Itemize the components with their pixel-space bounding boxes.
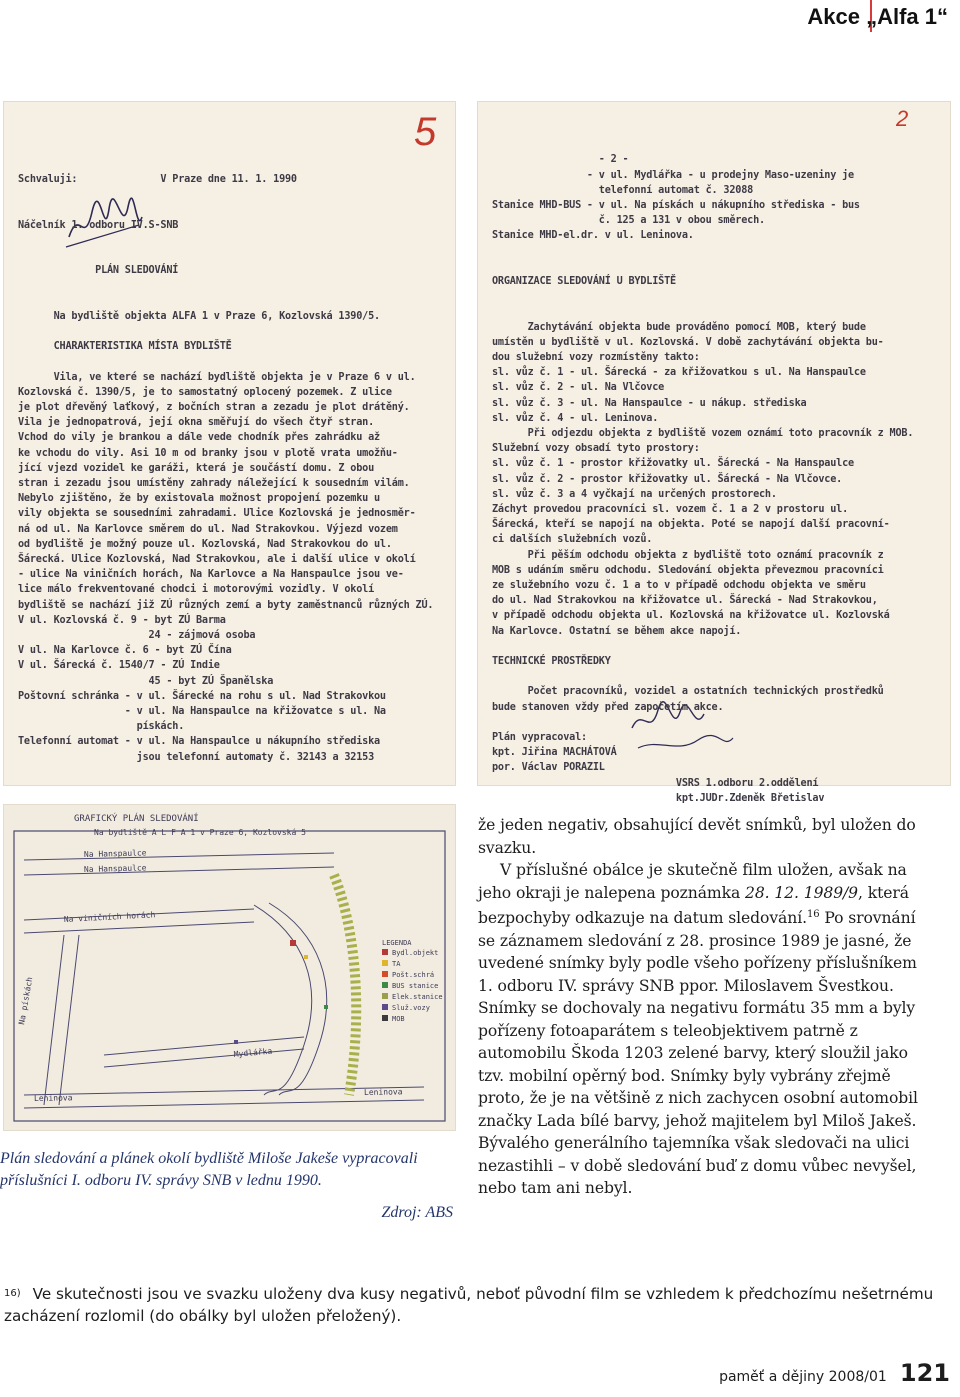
page-number: 121 — [899, 1359, 950, 1387]
document-line: vily objekta se sousedními zahradami. Ulice Kozlovská je jednosměr- — [18, 508, 416, 520]
document-line: Kozlovská č. 1390/5, je to samostatný oplocený pozemek. Z ulice — [18, 386, 392, 398]
document-line: Stanice MHD-el.dr. v ul. Leninova. — [492, 230, 694, 242]
document-line: MOB s udáním směru odchodu. Sledování objekta převezmou pracovníci — [492, 564, 884, 576]
document-line: Záchyt provedou pracovníci sl. vozem č. 1 a 2 v prostoru ul. — [492, 504, 849, 515]
street-labels — [17, 848, 403, 1103]
legend-title: LEGENDA — [382, 939, 412, 947]
document-line: 24 - zájmová osoba — [18, 630, 256, 641]
document-line: - ulice Na viničních horách, Na Karlovce a Na Hanspaulce jsou ve- — [18, 569, 404, 581]
legend-label: Elek.stanice — [392, 993, 443, 1001]
document-line: sl. vůz č. 3 a 4 vyčkají na určených prostorech. — [492, 488, 777, 500]
document-line: bude stanoven vždy před započetím akce. — [492, 701, 724, 713]
document-line: lice málo frekventované chodci i motorovými vozidly. V okolí — [18, 584, 375, 596]
figure-caption — [0, 1148, 455, 1224]
document-line: sl. vůz č. 2 - prostor křižovatky ul. Šárecká - Na Vlčovce. — [492, 473, 843, 485]
street-label: Na Hanspaulce — [83, 848, 147, 859]
document-line: dou služební vozy rozmístěny takto: — [492, 352, 700, 363]
document-line: VSRS 1.odboru 2.oddělení — [492, 777, 819, 789]
document-line: Na Karlovce. Ostatní se během akce napojí. — [492, 625, 742, 637]
handwritten-page-number: 5 — [414, 110, 437, 154]
document-line: sl. vůz č. 3 - ul. Na Hanspaulce - u nákup. střediska — [492, 397, 807, 409]
map-legend — [382, 939, 443, 1023]
document-line: ci dalších služebních vozů. — [492, 534, 653, 546]
document-line: Při pěším odchodu objekta z bydliště toto oznámí pracovník z — [492, 549, 884, 561]
legend-swatch — [382, 1015, 388, 1021]
surveillance-plan-page-1 — [4, 102, 455, 785]
document-line: ze služebního vozu č. 1 a to v případě odchodu objekta ve směru — [492, 580, 866, 591]
document-line: do ul. Nad Strakovkou na křižovatce ul. Šárecká - Nad Strakovkou, — [492, 595, 878, 607]
footnote-mark: 16) — [4, 1288, 21, 1299]
legend-label: BUS stanice — [392, 982, 439, 990]
document-line: sl. vůz č. 4 - ul. Leninova. — [492, 412, 659, 424]
document-line: CHARAKTERISTIKA MÍSTA BYDLIŠTĚ — [18, 341, 232, 353]
footnote-ref: 16 — [806, 909, 820, 920]
document-line: por. Václav PORAZIL — [492, 762, 605, 774]
document-line: - 2 - — [492, 154, 629, 166]
running-header: Akce „Alfa 1“ — [807, 4, 948, 29]
legend-swatch — [382, 949, 388, 955]
document-line: Schvaluji: V Praze dne 11. 1. 1990 — [18, 174, 297, 185]
page-footer — [719, 1359, 950, 1387]
document-line: č. 125 a 131 v obou směrech. — [492, 215, 765, 227]
document-line: Stanice MHD-BUS - v ul. Na pískách u nákupního střediska - bus — [492, 200, 860, 211]
legend-label: MOB — [392, 1015, 405, 1023]
legend-swatch — [382, 993, 388, 999]
street-label: Na viničních horách — [63, 910, 156, 924]
document-line: Vchod do vily je brankou a dále vede chodník přes zahrádku až — [18, 432, 380, 444]
document-line: jsou telefonní automaty č. 32143 a 32153 — [18, 751, 375, 763]
document-line: jící vjezd vozidel ke garáži, která je součástí domu. Z obou — [18, 462, 375, 474]
paragraph: že jeden negativ, obsahující devět snímků, byl uložen do svazku. — [478, 816, 916, 857]
surveillance-map — [4, 805, 455, 1130]
document-line: sl. vůz č. 1 - ul. Šárecká - za křižovatkou s ul. Na Hanspaulce — [492, 367, 866, 379]
document-line: Na bydliště objekta ALFA 1 v Praze 6, Kozlovská 1390/5. — [18, 310, 380, 322]
street-label: Mydlářka — [233, 1046, 273, 1059]
map-subtitle: Na bydliště A L F A 1 v Praze 6, Kozlovská 5 — [94, 828, 306, 837]
handwritten-mark: 2 — [896, 106, 909, 131]
document-line: Vila, ve které se nachází bydliště objekta je v Praze 6 v ul. — [18, 371, 416, 383]
document-line: Nebylo zjištěno, že by existovala možnost propojení pozemku u — [18, 493, 380, 505]
document-line: PLÁN SLEDOVÁNÍ — [18, 265, 179, 277]
caption-text: Plán sledování a plánek okolí bydliště Miloše Jakeše vypracovali příslušníci I. odboru IV. správy SNB v lednu 1990. — [0, 1150, 418, 1189]
document-line: Poštovní schránka - v ul. Šárecké na rohu s ul. Nad Strakovkou — [18, 690, 386, 702]
date-note: 28. 12. 1989/9 — [745, 883, 859, 902]
street-label: Leninova — [33, 1093, 73, 1103]
document-line: V ul. Šárecká č. 1540/7 - ZÚ Indie — [18, 660, 220, 672]
caption-source: Zdroj: ABS — [381, 1204, 453, 1221]
legend-label: TA — [392, 960, 401, 968]
document-line: Telefonní automat - v ul. Na Hanspaulce u nákupního střediska — [18, 736, 380, 748]
document-line: telefonní automat č. 32088 — [492, 184, 754, 196]
document-line: v případě odchodu objekta ul. Kozlovská na křižovatce ul. Kozlovská — [492, 610, 890, 622]
footnote — [4, 1283, 944, 1327]
document-line: Počet pracovníků, vozidel a ostatních technických prostředků — [492, 686, 884, 698]
document-line: pískách. — [18, 721, 185, 733]
document-line: - v ul. Na Hanspaulce na křižovatce s ul. Na — [18, 706, 386, 717]
document-line: - v ul. Mydlářka - u prodejny Maso-uzeniny je — [492, 169, 854, 181]
surveillance-plan-page-2 — [478, 102, 950, 804]
legend-label: Služ.vozy — [392, 1004, 430, 1012]
document-line: kpt. Jiřina MACHÁTOVÁ — [492, 747, 617, 759]
document-line: Služební vozy obsadí tyto prostory: — [492, 443, 700, 455]
legend-swatch — [382, 1004, 388, 1010]
document-line: ORGANIZACE SLEDOVÁNÍ U BYDLIŠTĚ — [492, 276, 676, 287]
legend-swatch — [382, 960, 388, 966]
document-line: je plot dřevěný laťkový, z bočních stran a zezadu je plot drátěný. — [18, 402, 410, 413]
street-label: Na Hanspaulce — [83, 863, 147, 874]
document-line: TECHNICKÉ PROSTŘEDKY — [492, 656, 611, 667]
document-line: V ul. Kozlovská č. 9 - byt ZÚ Barma — [18, 614, 226, 626]
document-line: od bydliště je možný pouze ul. Kozlovská, Nad Strakovkou do ul. — [18, 538, 392, 550]
document-line: stran i zezadu jsou umístěny zahrady náležející k sousedním vilám. — [18, 478, 410, 489]
street-label: Na pískách — [17, 976, 35, 1026]
paragraph: V příslušné obálce je skutečně film uložen, avšak na jeho okraji je nalepena poznámka 28. 12. 1989/9, která bezpochyby odkazuje na datum sledování.$^{16}$ Po srovnání se záznamem sledování z 28. prosince 1989 je jasné, že uvedené snímky byly podle všeho pořízeny příslušníkem 1. odboru IV. správy SNB ppor. Miloslavem Švestkou. Snímky se dochovaly na negativu formátu 35 mm a byly pořízeny fotoaparátem s teleobjektivem patrně z automobilu Škoda 1203 zelené barvy, který sloužil jako tzv. mobilní opěrný bod. Snímky byly vybrány zřejmě proto, že je na většině z nich zachycen osobní automobil značky Lada bílé barvy, jehož majitelem byl Miloš Jakeš. Bývalého generálního tajemníka však sledovači na ulici nezastihli – v době sledování buď z domu vůbec nevyšel, nebo tam ani nebyl. — [478, 861, 918, 1198]
document-line: ke vchodu do vily. Asi 10 m od branky jsou v plotě vrata umožňu- — [18, 447, 398, 459]
document-line: sl. vůz č. 2 - ul. Na Vlčovce — [492, 382, 665, 394]
legend-swatch — [382, 982, 388, 988]
journal-name: paměť a dějiny 2008/01 — [719, 1369, 887, 1385]
street-label: Leninova — [363, 1087, 403, 1097]
document-line: 45 - byt ZÚ Španělska — [18, 675, 274, 687]
document-line: Vila je jednopatrová, její okna směřují do všech čtyř stran. — [18, 417, 375, 429]
legend-label: Pošt.schrá — [392, 971, 435, 979]
document-line: Při odjezdu objekta z bydliště vozem oznámí toto pracovník z MOB. — [492, 428, 914, 439]
document-line: kpt.JUDr.Zdeněk Břetislav — [492, 792, 825, 804]
document-line: bydliště se nachází již ZÚ různých zemí a byty zaměstnanců různých ZÚ. — [18, 599, 434, 611]
footnote-text: Ve skutečnosti jsou ve svazku uloženy dva kusy negativů, neboť původní film se vzhledem k předchozímu nešetrnému zacházení rozlomil (do obálky byl uložen přeložený). — [4, 1285, 934, 1325]
document-line: Plán vypracoval: — [492, 732, 587, 743]
document-line: Šárecká, kteří se napojí na objekta. Poté se napojí další pracovní- — [492, 519, 890, 531]
document-line: Šárecká. Ulice Kozlovská, Nad Strakovkou, ale i další ulice v okolí — [18, 554, 416, 565]
document-line: ná od ul. Na Karlovce směrem do ul. Nad Strakovkou. Výjezd vozem — [18, 523, 398, 535]
document-line: umístěn u bydliště v ul. Kozlovská. V době zachytávání objekta bu- — [492, 336, 884, 348]
document-line: V ul. Na Karlovce č. 6 - byt ZÚ Čína — [18, 645, 232, 657]
map-drawing — [4, 805, 455, 1130]
document-line: sl. vůz č. 1 - prostor křižovatky ul. Šárecká - Na Hanspaulce — [492, 458, 854, 470]
document-line: Náčelník 1. odboru IV.S-SNB — [18, 219, 179, 231]
legend-label: Bydl.objekt — [392, 949, 439, 957]
article-body — [478, 814, 933, 1200]
legend-swatch — [382, 971, 388, 977]
document-line: Zachytávání objekta bude prováděno pomocí MOB, který bude — [492, 321, 866, 333]
map-title: GRAFICKÝ PLÁN SLEDOVÁNÍ — [74, 814, 199, 824]
